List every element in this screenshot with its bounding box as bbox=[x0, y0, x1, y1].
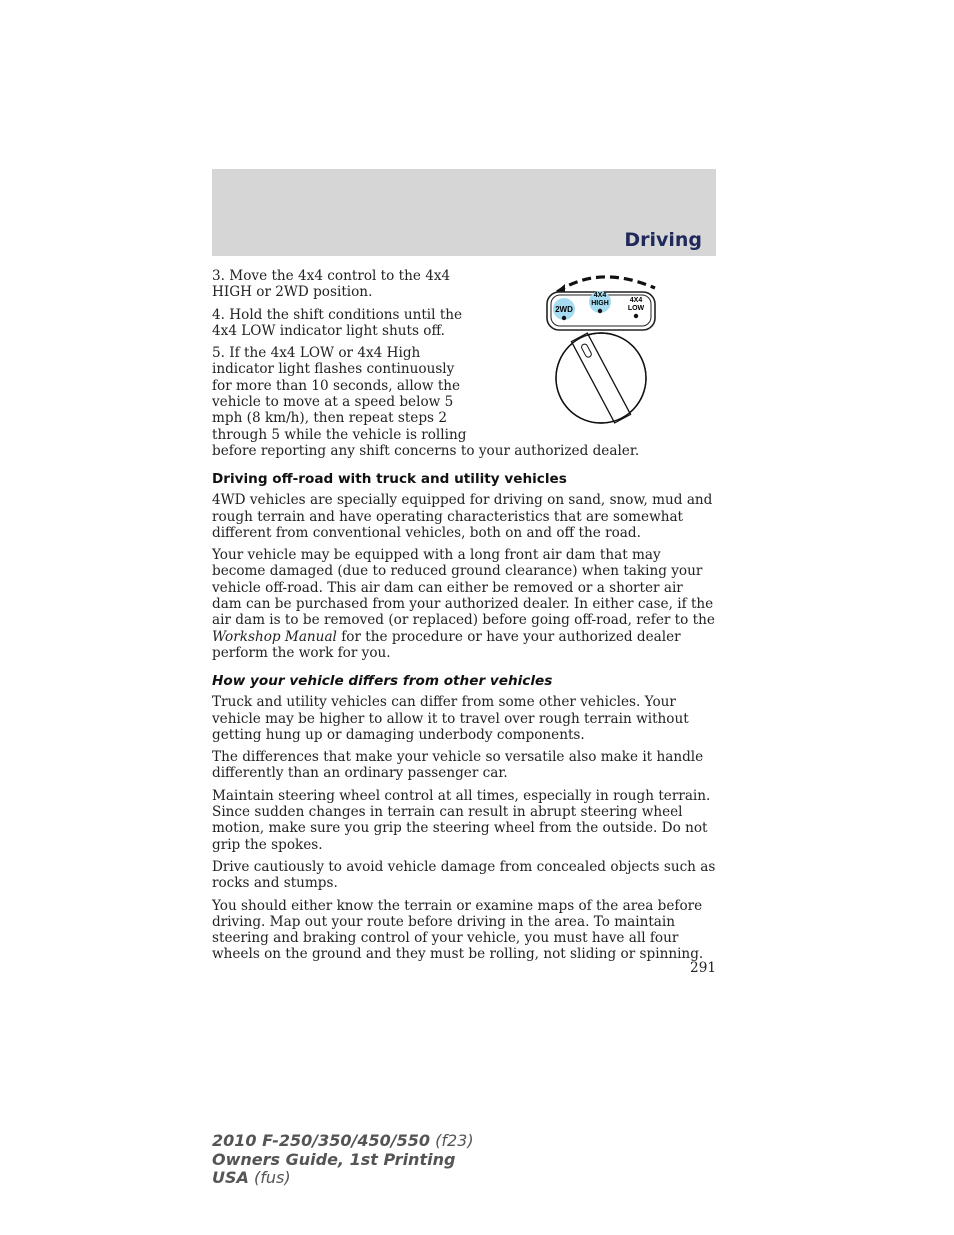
paragraph-steering: Maintain steering wheel control at all times, especially in rough terrain. Since sudden changes in terrain can result in abrupt steering wheel motion, make sure you grip the steering wheel from the outside. Do not grip the spokes. bbox=[212, 787, 711, 853]
label-4x4-low-bottom: LOW bbox=[627, 305, 645, 312]
paragraph-terrain: You should either know the terrain or examine maps of the area before driving. Map out your route before driving in the area. To maintain steering and braking control of your vehicle, you must have all four wheels on the ground and they must be rolling, not sliding or spinning. bbox=[212, 897, 704, 963]
label-2wd: 2WD bbox=[555, 305, 573, 314]
paragraph-drive-cautiously: Drive cautiously to avoid vehicle damage from concealed objects such as rocks and stumps. bbox=[212, 858, 716, 892]
header-band bbox=[212, 169, 716, 256]
workshop-manual-reference: Workshop Manual bbox=[212, 628, 337, 645]
label-4x4-high-top: 4X4 bbox=[593, 292, 607, 299]
page-content bbox=[212, 268, 716, 969]
footer-model-code: (f23) bbox=[430, 1131, 474, 1150]
paragraph-4wd: 4WD vehicles are specially equipped for driving on sand, snow, mud and rough terrain and have operating characteristics that are somewhat different from conventional vehicles, both on and off the road. bbox=[212, 492, 713, 541]
air-dam-text-end: for the procedure or have your authorized dealer perform the work for you. bbox=[212, 628, 681, 661]
footer-model: 2010 F-250/350/450/550 bbox=[212, 1131, 430, 1150]
page-number: 291 bbox=[690, 960, 716, 976]
footer-region: USA bbox=[212, 1168, 249, 1187]
air-dam-text-start: Your vehicle may be equipped with a long front air dam that may become damaged (due to reduced ground clearance) when taking your vehicle off-road. This air dam can either be removed or a shorter air dam can be purchased from your authorized dealer. In either case, if the air dam is to be removed (or replaced) before going off-road, refer to the bbox=[212, 547, 715, 629]
section-title: Driving bbox=[624, 229, 702, 251]
step-5: 5. If the 4x4 LOW or 4x4 High indicator light flashes continuously for more than 10 seconds, allow the vehicle to move at a speed below 5 mph (8 km/h), then repeat steps 2 through 5 while the vehicle is rolling bbox=[212, 345, 467, 443]
label-4x4-low-top: 4X4 bbox=[629, 297, 643, 304]
paragraph-truck-differ: Truck and utility vehicles can differ from some other vehicles. Your vehicle may be higher to allow it to travel over rough terrain without getting hung up or damaging underbody components. bbox=[212, 694, 689, 743]
label-4x4-high-bottom: HIGH bbox=[591, 300, 609, 307]
step-3: 3. Move the 4x4 control to the 4x4 HIGH or 2WD position. bbox=[212, 268, 451, 301]
heading-off-road: Driving off-road with truck and utility vehicles bbox=[212, 471, 567, 488]
paragraph-air-dam bbox=[212, 547, 716, 661]
footer-line-1 bbox=[212, 1132, 474, 1151]
heading-vehicle-differences: How your vehicle differs from other vehicles bbox=[212, 673, 553, 690]
document-footer bbox=[212, 1132, 474, 1188]
footer-line-3 bbox=[212, 1169, 474, 1188]
footer-region-code: (fus) bbox=[248, 1168, 291, 1187]
paragraph-versatile: The differences that make your vehicle so versatile also make it handle differently than an ordinary passenger car. bbox=[212, 749, 704, 782]
step-4: 4. Hold the shift conditions until the 4x4 LOW indicator light shuts off. bbox=[212, 306, 463, 339]
step-5-continued: before reporting any shift concerns to your authorized dealer. bbox=[212, 442, 640, 459]
footer-line-2: Owners Guide, 1st Printing bbox=[212, 1149, 456, 1169]
